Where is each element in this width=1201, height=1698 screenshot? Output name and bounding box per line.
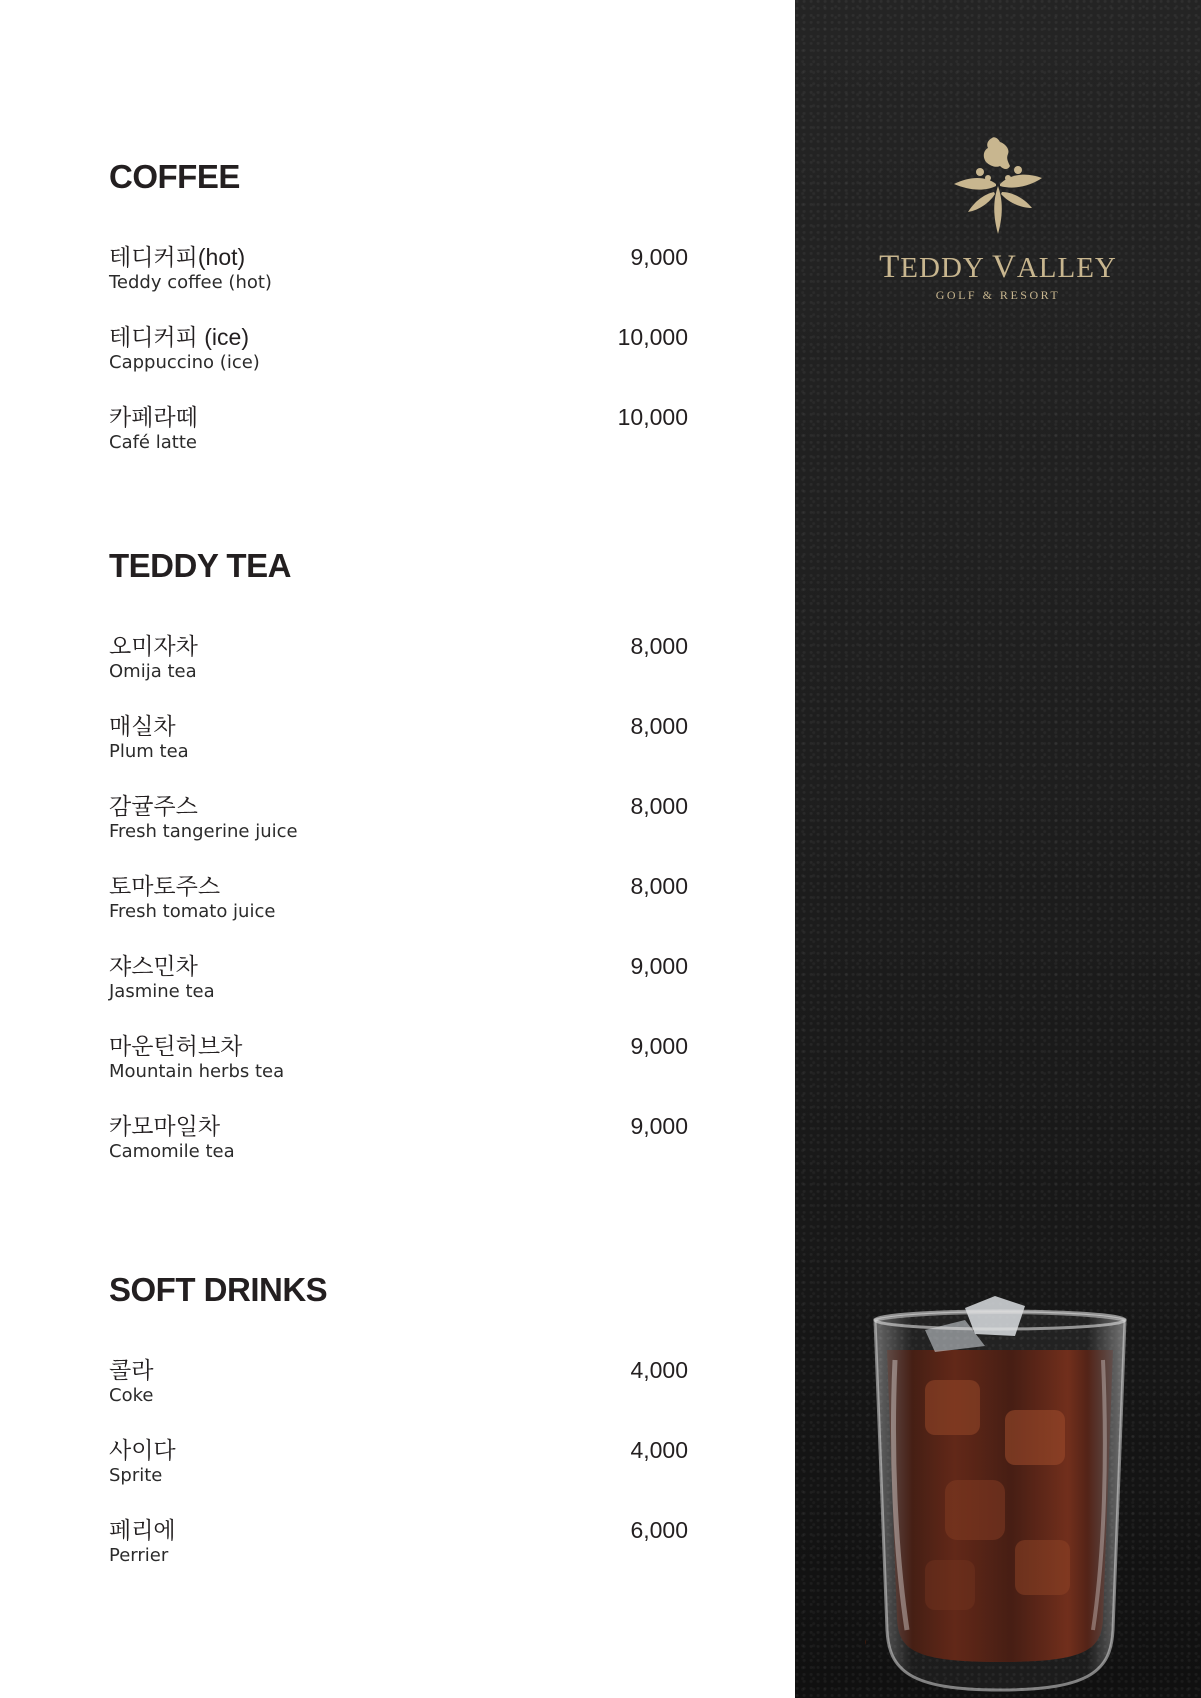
item-price: 8,000 <box>630 633 688 659</box>
item-price: 8,000 <box>630 793 688 819</box>
item-price: 10,000 <box>617 404 688 430</box>
menu-item <box>109 632 688 692</box>
menu-item <box>109 1112 688 1172</box>
item-name-korean: 페리에 <box>109 1517 176 1543</box>
item-name-english: Café latte <box>109 432 197 453</box>
section-title: COFFEE <box>109 158 240 195</box>
item-name-english: Plum tea <box>109 741 189 762</box>
item-name-english: Cappuccino (ice) <box>109 352 260 373</box>
item-price: 8,000 <box>630 713 688 739</box>
menu-item <box>109 243 688 303</box>
item-name-english: Omija tea <box>109 661 197 682</box>
item-name-english: Perrier <box>109 1545 169 1566</box>
menu-item <box>109 712 688 772</box>
item-name-korean: 카모마일차 <box>109 1113 221 1139</box>
menu-item <box>109 323 688 383</box>
item-price: 10,000 <box>617 324 688 350</box>
item-price: 4,000 <box>630 1357 688 1383</box>
item-price: 9,000 <box>630 953 688 979</box>
item-price: 6,000 <box>630 1517 688 1543</box>
brand-panel <box>795 0 1201 1698</box>
item-name-english: Teddy coffee (hot) <box>109 272 272 293</box>
iced-coffee-glass-icon <box>865 1290 1135 1698</box>
item-name-english: Camomile tea <box>109 1141 235 1162</box>
section-soft-drinks <box>109 1271 688 1566</box>
brand-name: TEDDY VALLEY <box>879 249 1117 285</box>
item-name-korean: 토마토주스 <box>109 873 221 899</box>
menu-item <box>109 952 688 1012</box>
item-name-english: Mountain herbs tea <box>109 1061 285 1082</box>
menu-item <box>109 1356 688 1416</box>
section-teddy-tea <box>109 547 688 1162</box>
item-price: 9,000 <box>630 244 688 270</box>
menu-item <box>109 1032 688 1092</box>
menu-item <box>109 403 688 463</box>
item-price: 9,000 <box>630 1113 688 1139</box>
item-name-english: Jasmine tea <box>109 981 215 1002</box>
item-name-korean: 사이다 <box>109 1437 176 1463</box>
menu-item <box>109 792 688 852</box>
item-price: 9,000 <box>630 1033 688 1059</box>
item-name-english: Fresh tomato juice <box>109 901 276 922</box>
menu-item <box>109 872 688 932</box>
item-name-english: Sprite <box>109 1465 163 1486</box>
section-title: SOFT DRINKS <box>109 1271 328 1308</box>
item-price: 8,000 <box>630 873 688 899</box>
item-name-korean: 감귤주스 <box>109 793 198 819</box>
brand-logo <box>795 136 1201 303</box>
item-name-korean: 테디커피 (ice) <box>109 324 249 350</box>
bear-leaf-emblem-icon <box>948 136 1048 240</box>
item-name-english: Fresh tangerine juice <box>109 821 298 842</box>
item-name-korean: 오미자차 <box>109 633 198 659</box>
item-name-korean: 쟈스민차 <box>109 953 198 979</box>
menu-item <box>109 1516 688 1576</box>
section-title: TEDDY TEA <box>109 547 291 584</box>
item-name-korean: 마운틴허브차 <box>109 1033 243 1059</box>
menu-item <box>109 1436 688 1496</box>
item-name-korean: 테디커피(hot) <box>109 244 246 270</box>
item-price: 4,000 <box>630 1437 688 1463</box>
item-name-korean: 콜라 <box>109 1357 154 1383</box>
brand-tagline: GOLF & RESORT <box>935 288 1061 302</box>
item-name-korean: 카페라떼 <box>109 404 198 430</box>
section-coffee <box>109 158 688 453</box>
item-name-korean: 매실차 <box>109 713 176 739</box>
item-name-english: Coke <box>109 1385 154 1406</box>
